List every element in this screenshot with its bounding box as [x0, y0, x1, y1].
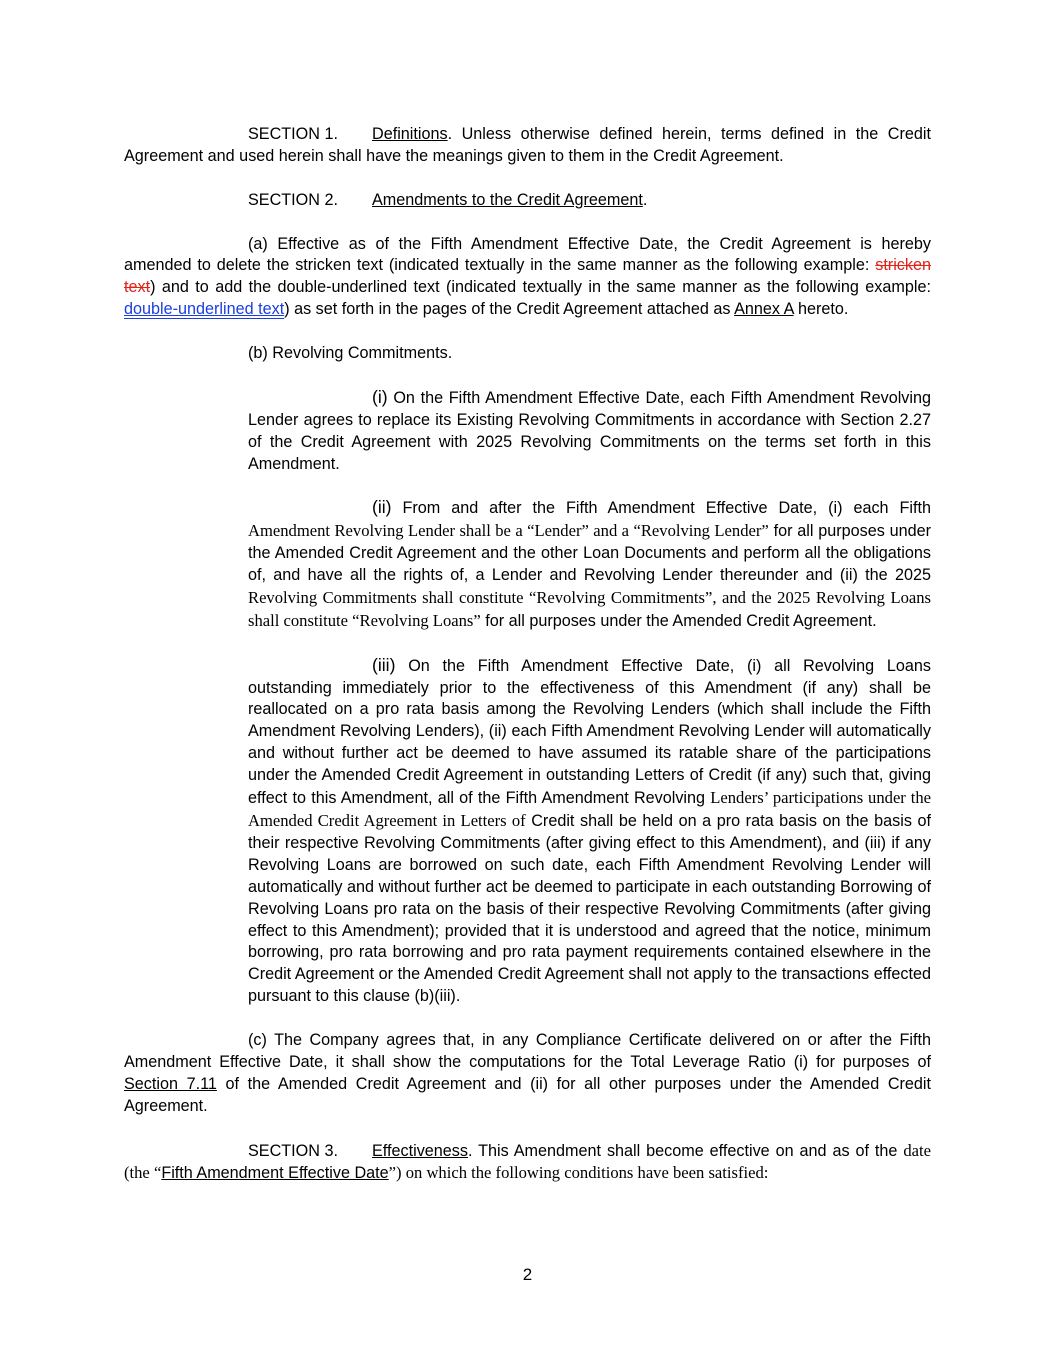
clause-a-paragraph: (a) Effective as of the Fifth Amendment Effective Date, the Credit Agreement is hereby amended to delete the stricken text (indicated textually in the same manner as the following example: stricken text) and to add the double-underlined text (indicated textually in the same manner as the following example: double-underlined text) as set forth in the pages of the Credit Agreement attached as Annex A hereto. — [124, 234, 931, 319]
section-1-text: . Unless otherwise defined herein, terms defined in the Credit Agreement and used herein shall have the meanings given to them in the Credit Agreement. — [124, 125, 931, 165]
document-body — [124, 124, 931, 1185]
fifth-amendment-effective-date-term: Fifth Amendment Effective Date — [161, 1164, 389, 1183]
section-3-title: Effectiveness — [372, 1141, 468, 1160]
clause-b-iii-label: (iii) — [372, 654, 396, 675]
section-1-title: Definitions — [372, 125, 448, 143]
section-1-paragraph — [124, 124, 931, 168]
section-2-heading: SECTION 2. Amendments to the Credit Agreement. — [124, 190, 931, 212]
clause-b-heading: (b) Revolving Commitments. — [248, 344, 453, 363]
clause-c-paragraph: (c) The Company agrees that, in any Compliance Certificate delivered on or after the Fifth Amendment Effective Date, it shall show the computations for the Total Leverage Ratio (i) for purposes of Section 7.11 of the Amended Credit Agreement and (ii) for all other purposes under the Amended Credit Agreement. — [124, 1031, 932, 1115]
section-3-number: SECTION 3. — [248, 1141, 338, 1160]
section-2-title: Amendments to the Credit Agreement — [372, 190, 643, 209]
clause-b-iii-paragraph: (iii) On the Fifth Amendment Effective Date, (i) all Revolving Loans outstanding immediately prior to the effectiveness of this Amendment (if any) shall be reallocated on a pro rata basis among the Revolving Lenders (which shall include the Fifth Amendment Revolving Lenders), (ii) each Fifth Amendment Revolving Lender will automatically and without further act be deemed to have assumed its ratable share of the participations under the Amended Credit Agreement in outstanding Letters of Credit (if any) such that, giving effect to this Amendment, all of the Fifth Amendment Revolving Lenders’ participations under the Amended Credit Agreement in Letters of Credit shall be held on a pro rata basis on the basis of their respective Revolving Commitments (after giving effect to this Amendment), and (iii) if any Revolving Loans are borrowed on such date, each Fifth Amendment Revolving Lender will automatically and without further act be deemed to participate in each outstanding Borrowing of Revolving Loans pro rata on the basis of their respective Revolving Commitments (after giving effect to this Amendment); provided that it is understood and agreed that the notice, minimum borrowing, pro rata borrowing and pro rata payment requirements contained elsewhere in the Credit Agreement or the Amended Credit Agreement shall not apply to the transactions effected pursuant to this clause (b)(iii). — [248, 654, 931, 1006]
section-7-11-reference: Section 7.11 — [124, 1074, 217, 1093]
page-number: 2 — [522, 1265, 533, 1284]
double-underlined-example: double-underlined text — [124, 300, 285, 319]
clause-b-i-label: (i) — [372, 386, 388, 407]
clause-b-i-paragraph: (i) On the Fifth Amendment Effective Date, each Fifth Amendment Revolving Lender agrees to replace its Existing Revolving Commitments in accordance with Section 2.27 of the Credit Agreement with 2025 Revolving Commitments on the terms set forth in this Amendment. — [248, 386, 931, 473]
section-3-paragraph: SECTION 3. Effectiveness. This Amendment shall become effective on and as of the date (the “Fifth Amendment Effective Date”) on which the following conditions have been satisfied: — [124, 1140, 931, 1183]
clause-b-ii-paragraph: (ii) From and after the Fifth Amendment Effective Date, (i) each Fifth Amendment Revolving Lender shall be a “Lender” and a “Revolving Lender” for all purposes under the Amended Credit Agreement and the other Loan Documents and perform all the obligations of, and have all the rights of, a Lender and Revolving Lender thereunder and (ii) the 2025 Revolving Commitments shall constitute “Revolving Commitments”, and the 2025 Revolving Loans shall constitute “Revolving Loans” for all purposes under the Amended Credit Agreement. — [248, 497, 931, 630]
annex-a-reference: Annex A — [734, 300, 794, 319]
stricken-text-example: stricken text — [124, 256, 931, 297]
section-2-number: SECTION 2. — [248, 190, 338, 209]
clause-b-ii-label: (ii) — [372, 497, 392, 518]
section-1-number: SECTION 1. — [248, 125, 338, 143]
